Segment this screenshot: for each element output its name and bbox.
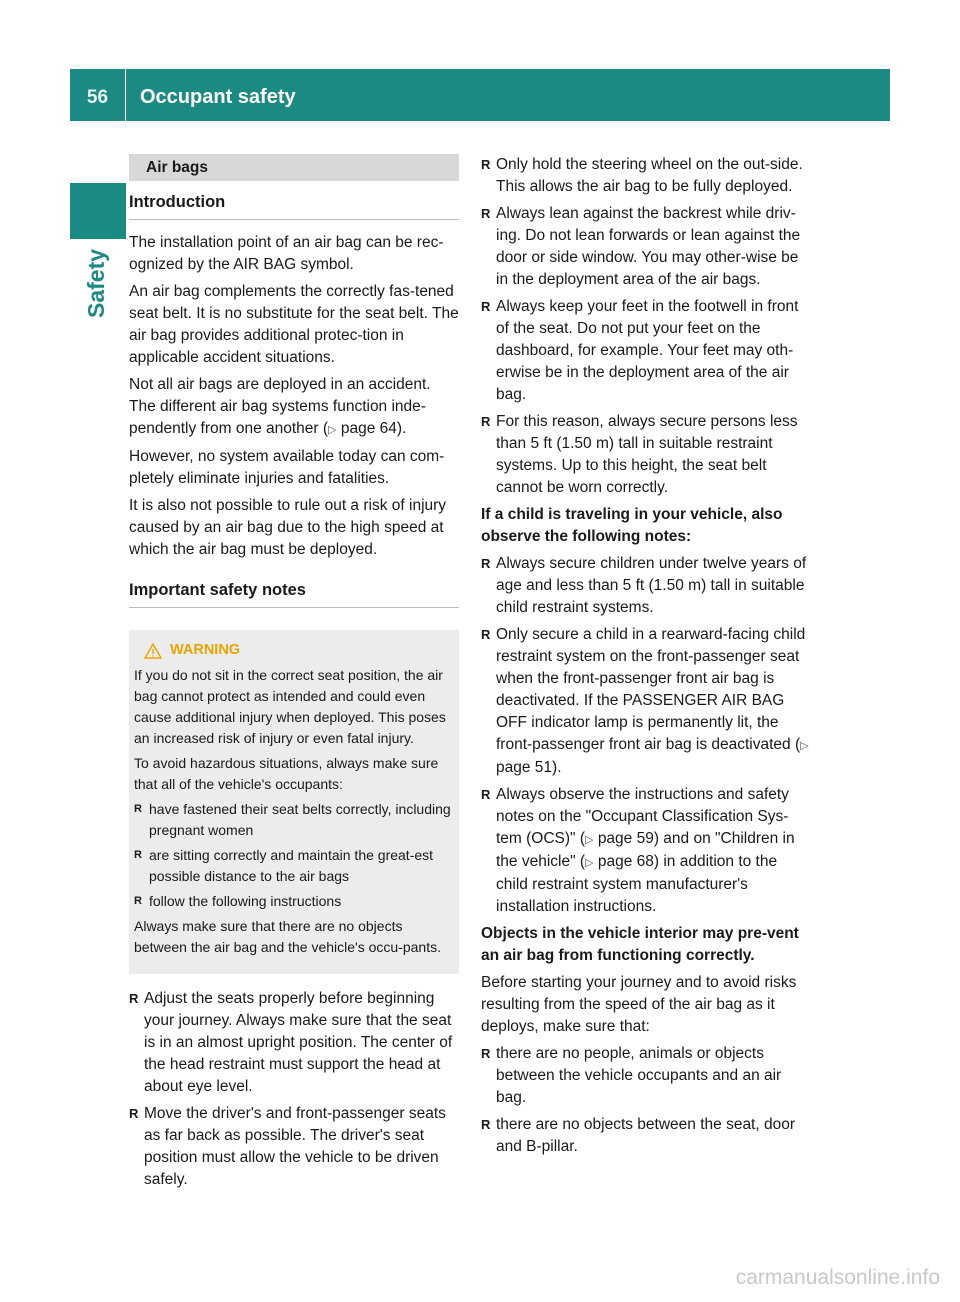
warning-triangle-icon [144, 643, 162, 659]
introduction-heading: Introduction [129, 191, 459, 220]
warning-paragraph: If you do not sit in the correct seat position, the air bag cannot protect as intended and could even cause additional injury when deployed. This poses an increased risk of injury or even fatal injury. [134, 667, 446, 746]
intro-paragraph: However, no system available today can com-pletely eliminate injuries and fatalities. [129, 448, 445, 487]
intro-paragraph: It is also not possible to rule out a risk of injury caused by an air bag due to the high speed at which the air bag must be deployed. [129, 497, 447, 558]
intro-paragraph: The installation point of an air bag can be rec-ognized by the AIR BAG symbol. [129, 234, 444, 273]
warning-paragraph: Always make sure that there are no objects between the air bag and the vehicle's occu-pants. [134, 918, 441, 955]
warning-list-item: R have fastened their seat belts correctly, including pregnant women [134, 799, 451, 841]
right-column [481, 154, 813, 1163]
driving-posture-list [481, 154, 813, 499]
list-item [481, 624, 813, 779]
intro-text: Not all air bags are deployed in an accident. The different air bag systems function inde-pendently from one another ( [129, 376, 431, 437]
list-item-text: Only secure a child in a rearward-facing child restraint system on the front-passenger seat when the front-passenger front air bag is deactivated. If the PASSENGER AIR BAG OFF indicator lamp is permanently lit, the front-passenger front air bag is deactivated ( [496, 626, 806, 753]
page-ref-arrow-icon: ▷ [585, 857, 594, 869]
section-marker [70, 183, 126, 239]
warning-label: WARNING [170, 642, 241, 658]
objects-heading: Objects in the vehicle interior may pre-vent an air bag from functioning correctly. [481, 925, 799, 964]
list-item: R For this reason, always secure persons less than 5 ft (1.50 m) tall in suitable restraint systems. Up to this height, the seat belt cannot be worn correctly. [481, 411, 813, 499]
page-title: Occupant safety [140, 85, 296, 108]
warning-list-item: R are sitting correctly and maintain the great-est possible distance to the air bags [134, 845, 451, 887]
warning-list [134, 799, 451, 912]
list-item: R there are no people, animals or objects between the vehicle occupants and an air bag. [481, 1043, 813, 1109]
list-item: R Adjust the seats properly before beginning your journey. Always make sure that the seat is in an almost upright position. The center of the head restraint must support the head at about eye level. [129, 988, 459, 1098]
list-item: R Move the driver's and front-passenger seats as far back as possible. The driver's seat position must allow the vehicle to be driven safely. [129, 1103, 459, 1191]
page-ref-arrow-icon: ▷ [800, 740, 809, 752]
list-item: R Always secure children under twelve years of age and less than 5 ft (1.50 m) tall in suitable child restraint systems. [481, 553, 813, 619]
header-bar [70, 69, 890, 121]
left-column [129, 154, 459, 1196]
page-number: 56 [70, 69, 126, 121]
list-item: R Always lean against the backrest while driv-ing. Do not lean forwards or lean against the door or side window. You may other-wise be in the deployment area of the air bags. [481, 203, 813, 291]
page-reference-link[interactable]: page 64). [340, 420, 407, 437]
safety-notes-heading: Important safety notes [129, 579, 459, 608]
page-reference-link[interactable]: page 51). [496, 759, 562, 776]
page-reference-link[interactable]: page 68) in addition to the child restraint system manufacturer's installation instructions. [496, 853, 778, 915]
warning-title [134, 640, 451, 661]
seat-adjust-list [129, 988, 459, 1191]
warning-paragraph: To avoid hazardous situations, always make sure that all of the vehicle's occupants: [134, 755, 439, 792]
child-notes-list [481, 553, 813, 918]
page-reference-link[interactable]: page 59) and on "Children in the vehicle" ( [496, 830, 795, 870]
list-item: R Only hold the steering wheel on the out-side. This allows the air bag to be fully deployed. [481, 154, 813, 198]
child-heading: If a child is traveling in your vehicle, also observe the following notes: [481, 506, 783, 545]
air-bags-subheading: Air bags [129, 154, 459, 181]
list-item: R there are no objects between the seat, door and B-pillar. [481, 1114, 813, 1158]
watermark: carmanualsonline.info [735, 1266, 940, 1289]
warning-box [129, 630, 459, 974]
list-item-text: Always observe the instructions and safety notes on the "Occupant Classification Sys-tem (OCS)" ( [496, 786, 789, 847]
objects-paragraph: Before starting your journey and to avoid risks resulting from the speed of the air bag as it deploys, make sure that: [481, 974, 797, 1035]
intro-paragraph [129, 374, 459, 441]
intro-paragraph: An air bag complements the correctly fas-tened seat belt. It is no substitute for the seat belt. The air bag provides additional protec-tion in applicable accident situations. [129, 283, 459, 366]
warning-list-item: R follow the following instructions [134, 891, 451, 912]
list-item [481, 784, 813, 918]
section-label: Safety [83, 248, 109, 318]
page-ref-arrow-icon: ▷ [328, 424, 337, 436]
objects-list [481, 1043, 813, 1158]
page-ref-arrow-icon: ▷ [585, 834, 594, 846]
list-item: R Always keep your feet in the footwell in front of the seat. Do not put your feet on the dashboard, for example. Your feet may oth-erwise be in the deployment area of the air bag. [481, 296, 813, 406]
